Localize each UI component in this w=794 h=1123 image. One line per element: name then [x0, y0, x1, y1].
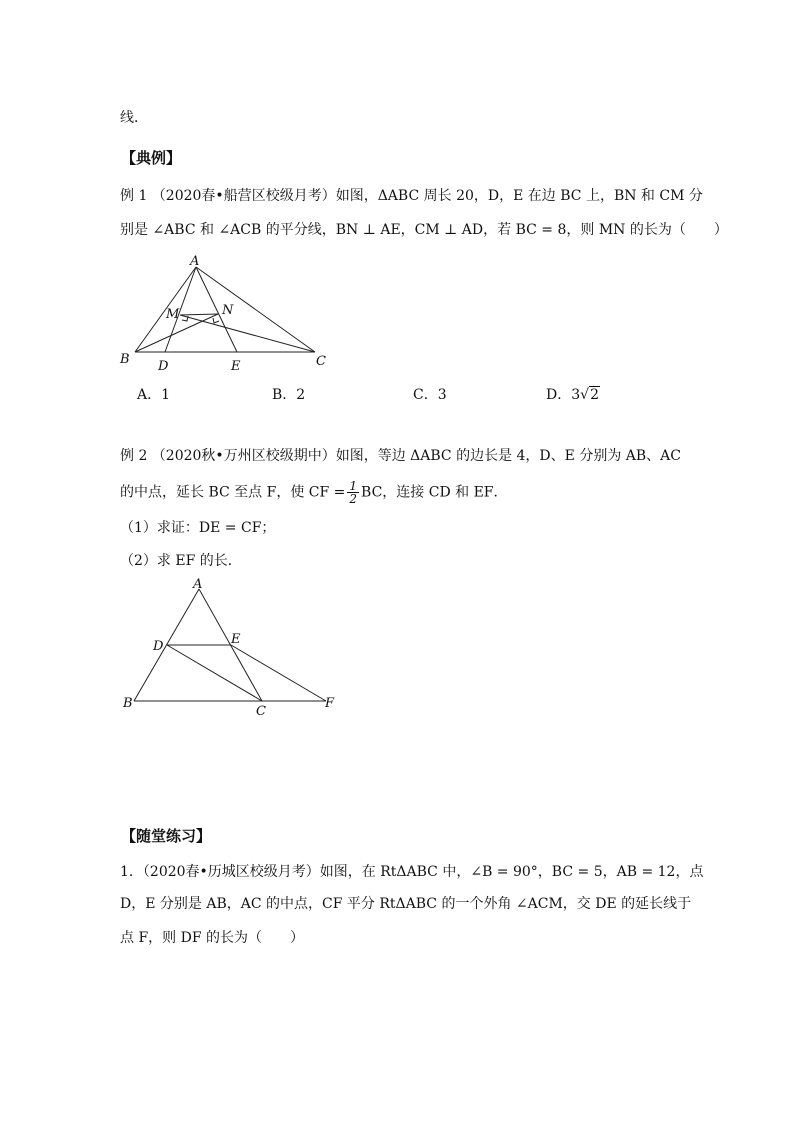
fig1-label-c: C: [316, 354, 326, 369]
fig2-label-f: F: [325, 696, 335, 711]
fig1-label-e: E: [231, 359, 241, 374]
choice-d-value: 3√2: [571, 387, 599, 403]
fraction-denominator: 2: [349, 492, 358, 506]
example2-line2-after: BC，连接 CD 和 EF．: [361, 484, 508, 501]
fig1-segment-mn: [180, 314, 218, 315]
choice-a-letter: A．: [137, 387, 162, 403]
fig1-label-b: B: [120, 352, 130, 367]
fig2-label-b: B: [123, 696, 133, 711]
fig1-label-n: N: [222, 303, 234, 318]
choice-d: [546, 384, 600, 404]
choice-c-value: 3: [437, 387, 447, 403]
exercise1-line2: D，E 分别是 AB，AC 的中点，CF 平分 RtΔABC 的一个外角 ∠ACM，交 DE 的延长线于: [120, 896, 692, 912]
choice-b: [272, 384, 305, 404]
example2-line2: [120, 480, 508, 505]
fig1-side-ab: [135, 267, 196, 352]
choice-d-letter: D．: [546, 387, 572, 403]
fig2-label-d: D: [153, 639, 164, 654]
fig1-right-angle-n: [213, 318, 219, 323]
fig1-label-a: A: [190, 254, 200, 269]
exercise1-line3: 点 F，则 DF 的长为（ ）: [120, 930, 305, 946]
top-fragment: 线．: [120, 110, 148, 126]
choice-c: [413, 384, 447, 404]
fig2-side-ac: [199, 589, 262, 701]
fig1-segment-ae: [196, 267, 237, 352]
fig1-bisector-bn: [135, 314, 218, 352]
choice-a: [137, 384, 170, 404]
section-heading-practice: 【随堂练习】: [121, 827, 212, 845]
fig2-label-c: C: [256, 704, 266, 719]
fig2-segment-ef: [231, 645, 326, 701]
fig2-side-ab: [134, 589, 199, 701]
choice-a-value: 1: [161, 387, 171, 403]
section-heading-examples: 【典例】: [121, 149, 182, 167]
choice-c-letter: C．: [413, 387, 438, 403]
exercise1-line1: 1．（2020春•历城区校级月考）如图，在 RtΔABC 中，∠B = 90°，BC = 5，AB = 12，点: [120, 864, 704, 880]
fig1-side-ac: [196, 267, 315, 352]
choice-d-radicand: 2: [590, 387, 599, 403]
example2-line1: 例 2 （2020秋•万州区校级期中）如图，等边 ΔABC 的边长是 4，D、E 分别为 AB、AC: [120, 448, 681, 464]
example1-choices: [0, 384, 794, 404]
fig2-label-a: A: [193, 577, 203, 592]
choice-d-coefficient: 3: [571, 387, 581, 403]
fig1-bisector-cm: [180, 315, 315, 352]
fig1-segment-ad: [165, 267, 196, 352]
example2-question2: （2）求 EF 的长．: [120, 553, 242, 569]
fig1-label-m: M: [166, 307, 180, 322]
fig1-label-d: D: [158, 359, 169, 374]
fig2-segment-cd: [167, 645, 262, 701]
fig2-label-e: E: [231, 632, 241, 647]
fraction-numerator: 1: [349, 479, 358, 493]
example1-line1: 例 1 （2020春•船营区校级月考）如图，ΔABC 周长 20，D，E 在边 BC 上，BN 和 CM 分: [120, 188, 703, 204]
example1-line2: 别是 ∠ABC 和 ∠ACB 的平分线，BN ⊥ AE，CM ⊥ AD，若 BC = 8，则 MN 的长为（ ）: [120, 222, 728, 238]
fraction-one-half: [347, 480, 359, 505]
example2-question1: （1）求证：DE = CF；: [120, 520, 276, 536]
choice-b-value: 2: [296, 387, 306, 403]
fig1-right-angle-m: [182, 316, 188, 321]
choice-b-letter: B．: [272, 387, 297, 403]
example2-line2-before: 的中点，延长 BC 至点 F，使 CF =: [120, 484, 346, 501]
